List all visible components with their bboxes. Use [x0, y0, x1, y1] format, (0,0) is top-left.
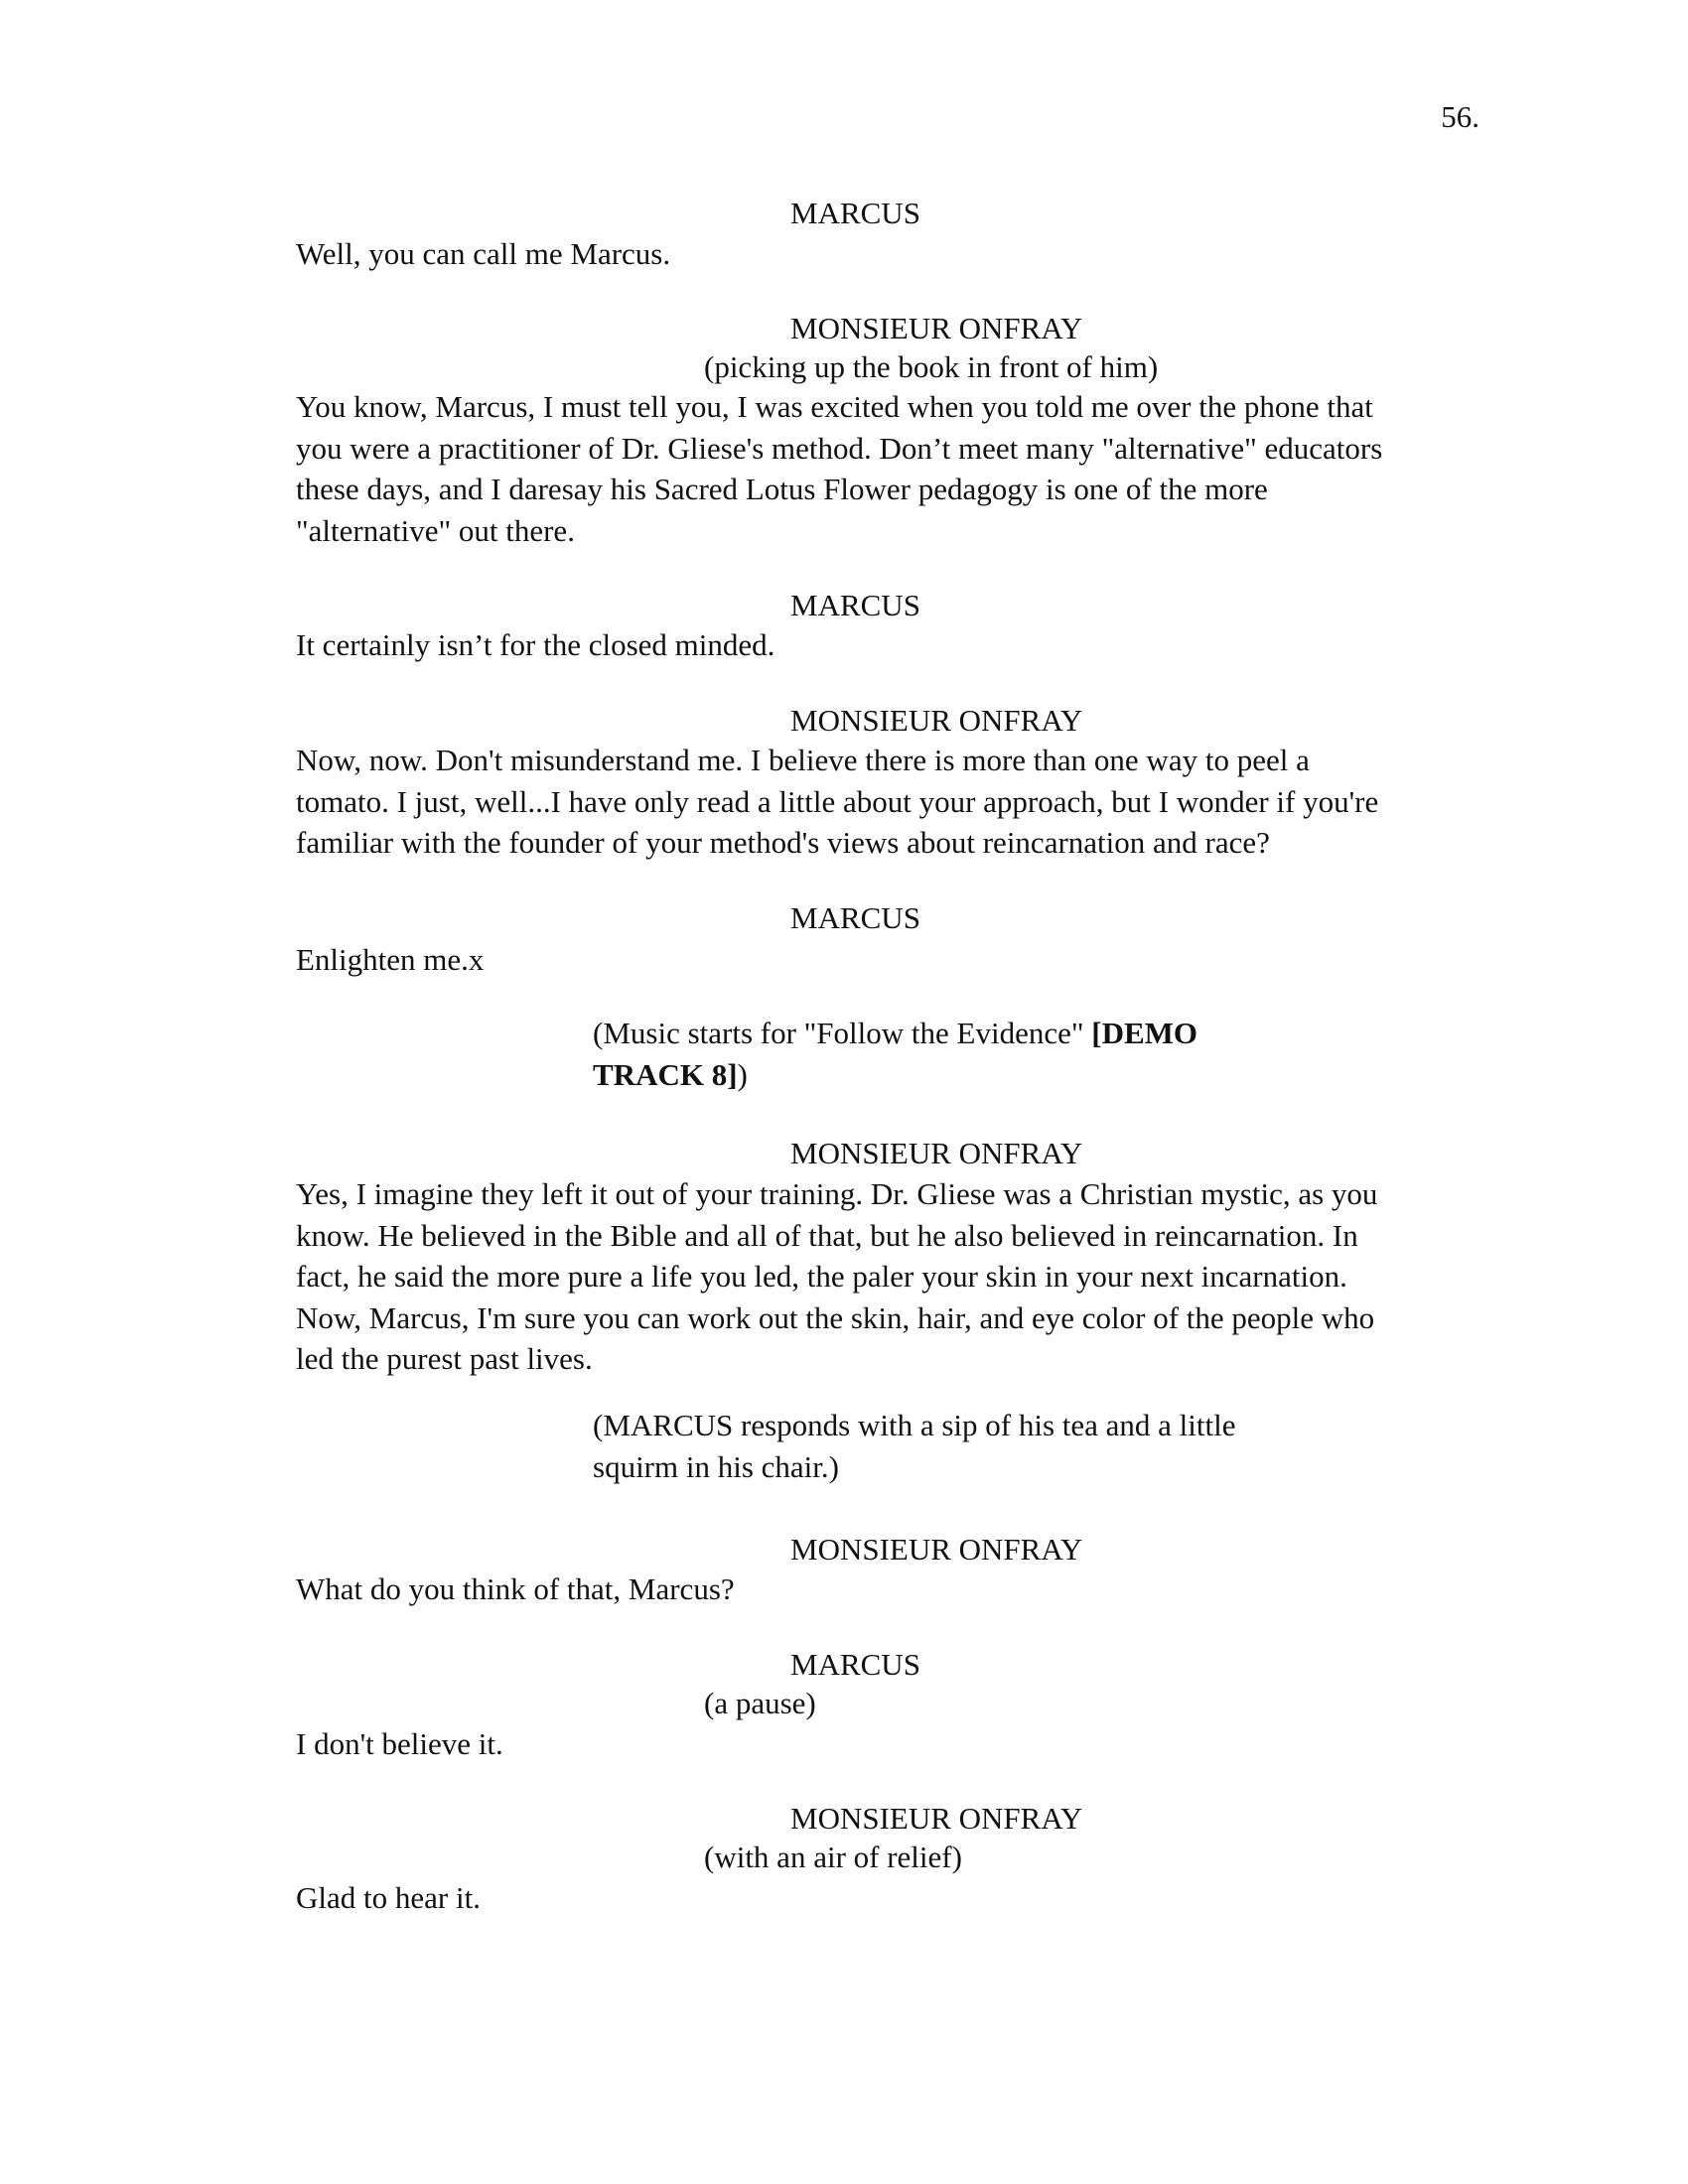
- dialogue: What do you think of that, Marcus?: [296, 1571, 735, 1606]
- action-direction: [593, 1013, 1308, 1095]
- dialogue-line: tomato. I just, well...I have only read a little about your approach, but I wonder if you're: [296, 783, 1379, 819]
- dialogue-line: these days, and I daresay his Sacred Lotus Flower pedagogy is one of the more: [296, 472, 1268, 506]
- dialogue-line: fact, he said the more pure a life you led, the paler your skin in your next incarnation.: [296, 1259, 1347, 1294]
- character-name: MARCUS: [790, 900, 920, 935]
- action-text: (Music starts for "Follow the Evidence": [593, 1016, 1092, 1050]
- dialogue: I don't believe it.: [296, 1726, 503, 1761]
- dialogue-line: Now, Marcus, I'm sure you can work out the skin, hair, and eye color of the people who: [296, 1299, 1375, 1335]
- dialogue: It certainly isn’t for the closed minded.: [296, 627, 775, 662]
- dialogue-line: Now, now. Don't misunderstand me. I believe there is more than one way to peel a: [296, 743, 1310, 777]
- character-name: MONSIEUR ONFRAY: [790, 703, 1083, 738]
- page-number: 56.: [1441, 99, 1479, 134]
- action-line: [593, 1054, 1308, 1096]
- dialogue-line: led the purest past lives.: [296, 1341, 593, 1376]
- action-text: ): [737, 1056, 748, 1092]
- parenthetical: (with an air of relief): [704, 1840, 962, 1874]
- dialogue: Well, you can call me Marcus.: [296, 236, 671, 271]
- action-line: (MARCUS responds with a sip of his tea and a little: [593, 1408, 1236, 1442]
- dialogue-line: you were a practitioner of Dr. Gliese's method. Don’t meet many "alternative" educators: [296, 430, 1383, 466]
- action-line: [593, 1013, 1308, 1054]
- character-name: MARCUS: [790, 588, 920, 622]
- dialogue-line: familiar with the founder of your method's views about reincarnation and race?: [296, 825, 1270, 860]
- dialogue-line: Yes, I imagine they left it out of your training. Dr. Gliese was a Christian mystic, as you: [296, 1176, 1378, 1211]
- action-direction: [593, 1405, 1308, 1487]
- demo-track-label: TRACK 8]: [593, 1056, 738, 1092]
- dialogue: [296, 740, 1487, 864]
- parenthetical: (a pause): [704, 1686, 816, 1720]
- dialogue: Enlighten me.x: [296, 942, 485, 977]
- dialogue-line: You know, Marcus, I must tell you, I was excited when you told me over the phone that: [296, 389, 1373, 424]
- character-name: MONSIEUR ONFRAY: [790, 311, 1083, 345]
- character-name: MARCUS: [790, 196, 920, 230]
- character-name: MARCUS: [790, 1647, 920, 1682]
- character-name: MONSIEUR ONFRAY: [790, 1136, 1083, 1170]
- character-name: MONSIEUR ONFRAY: [790, 1801, 1083, 1836]
- dialogue: [296, 386, 1487, 551]
- action-line: squirm in his chair.): [593, 1448, 839, 1484]
- dialogue: [296, 1173, 1487, 1380]
- dialogue-line: know. He believed in the Bible and all of that, but he also believed in reincarnation. In: [296, 1217, 1358, 1253]
- dialogue-line: "alternative" out there.: [296, 512, 575, 548]
- demo-track-label: [DEMO: [1091, 1016, 1198, 1050]
- dialogue: Glad to hear it.: [296, 1880, 481, 1915]
- parenthetical: (picking up the book in front of him): [704, 349, 1159, 384]
- character-name: MONSIEUR ONFRAY: [790, 1532, 1083, 1567]
